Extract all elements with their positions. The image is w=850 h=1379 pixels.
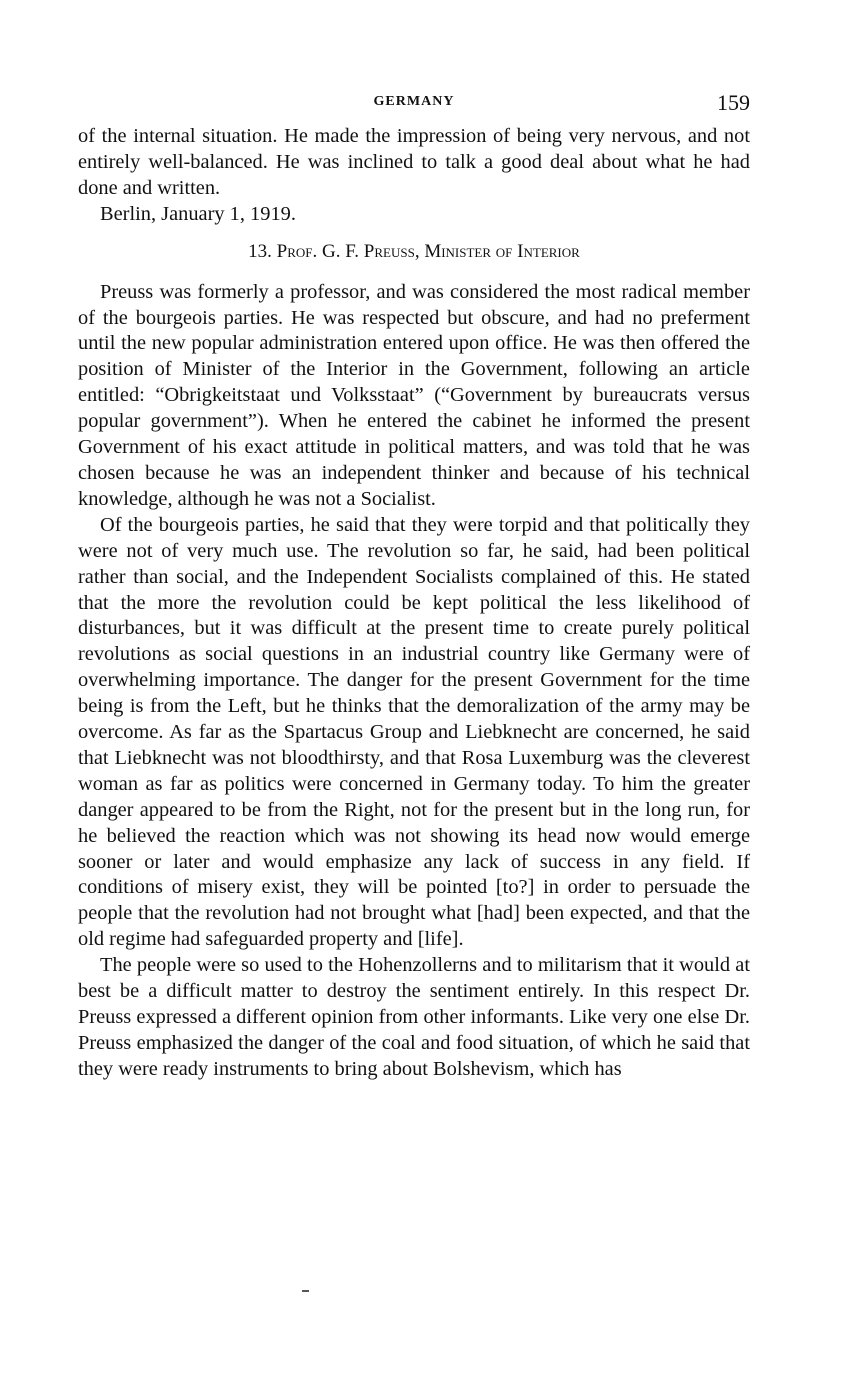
section-number: 13. (248, 240, 272, 262)
dateline: Berlin, January 1, 1919. (100, 202, 296, 225)
body-paragraph-2: Of the bourgeois parties, he said that they were torpid and that politically they were not of very much use. The revolution so far, he said, had been political rather than social, and the Independent Socialists complained of this. He stated that the more the revolution could be kept political the less likelihood of disturbances, but it was difficult at the present time to create purely political revolutions as social questions in an industrial country like Germany were of overwhelming importance. The danger for the present Government for the time being is from the Left, but he thinks that the demoralization of the army may be overcome. As far as the Spartacus Group and Liebknecht are concerned, he said that Liebknecht was not bloodthirsty, and that Rosa Luxemburg was the cleverest woman as far as politics were concerned in Germany today. To him the greater danger appeared to be from the Right, not for the present but in the long run, for he believed the reaction which was not showing its head now would emerge sooner or later and would emphasize any lack of success in any field. If conditions of misery exist, they will be pointed [to?] in order to persuade the people that the revolution had not brought what [had] been expected, and that the old regime had safeguarded property and [life]. (78, 513, 750, 951)
body-paragraph-1: Preuss was formerly a professor, and was considered the most radical member of the bourgeois parties. He was respected but obscure, and had no preferment until the new popular administration entered upon office. He was then offered the position of Minister of the Interior in the Government, following an article entitled: “Obrigkeitstaat und Volksstaat” (“Government by bureaucrats versus popular government”). When he entered the cabinet he informed the present Government of his exact attitude in political matters, and was told that he was chosen because he was an independent thinker and because of his technical knowledge, although he was not a Socialist. (78, 280, 750, 510)
running-title: GERMANY (373, 94, 455, 109)
running-head (78, 88, 750, 124)
continuation-paragraph: of the internal situation. He made the impression of being very nervous, and not entirely well-balanced. He was inclined to talk a good deal about what he had done and written. (78, 125, 750, 199)
section-heading (78, 240, 750, 264)
page-number: 159 (717, 90, 750, 115)
section-title: Prof. G. F. Preuss, Minister of Interior (276, 240, 580, 262)
document-page (78, 88, 750, 1083)
body-paragraph-3: The people were so used to the Hohenzollerns and to militarism that it would at best be a difficult matter to destroy the sentiment entirely. In this respect Dr. Preuss expressed a different opinion from other informants. Like very one else Dr. Preuss emphasized the danger of the coal and food situation, of which he said that they were ready instruments to bring about Bolshevism, which has (78, 954, 750, 1080)
printer-mark (302, 1290, 309, 1292)
